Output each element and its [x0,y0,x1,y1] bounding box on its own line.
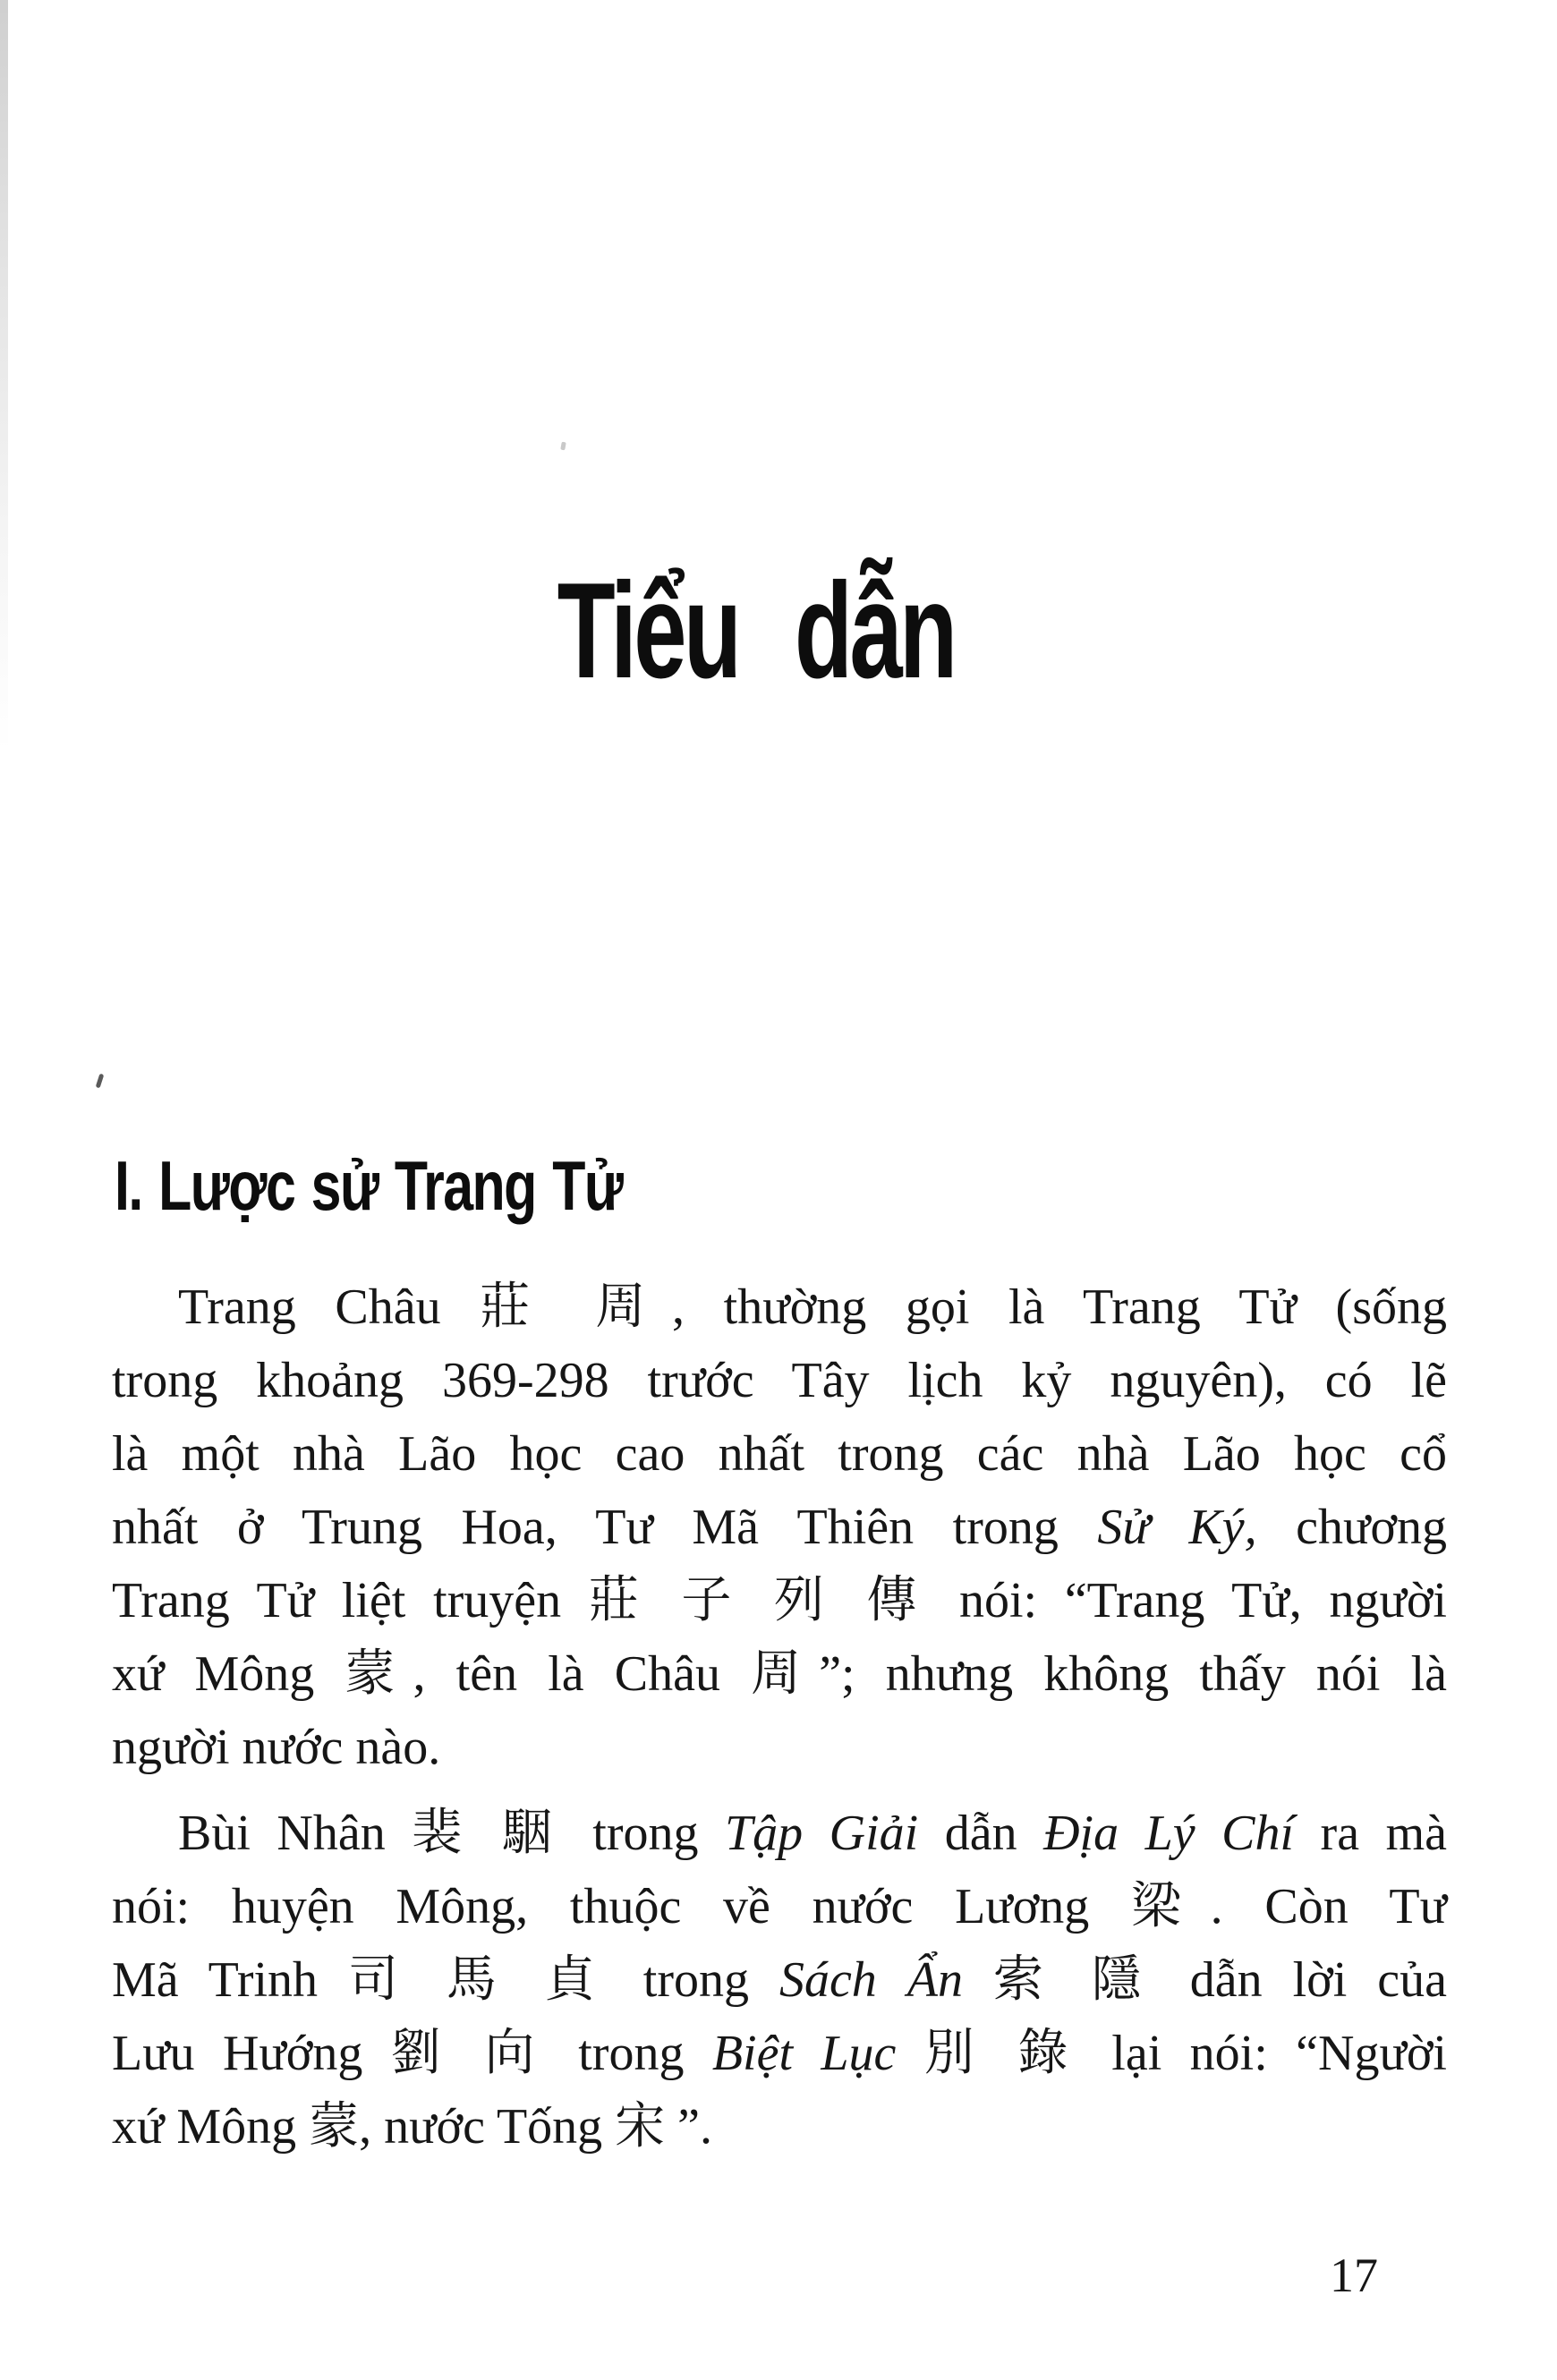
text-line [112,1943,1447,2017]
text-segment: nhất ở Trung Hoa, Tư Mã Thiên trong [112,1500,1098,1555]
text-segment: Bùi Nhân 裴 駰 trong [178,1806,725,1861]
text-segment: là một nhà Lão học cao nhất trong các nhà Lão học cổ [112,1426,1447,1482]
text-line [112,1637,1447,1711]
section-heading: I. Lược sử Trang Tử [115,1146,623,1225]
italic-text-segment: Địa Lý Chí [1043,1806,1295,1861]
paragraph [112,1271,1447,1784]
text-segment: Lưu Hướng 劉 向 trong [112,2026,712,2081]
text-segment: chương [1256,1500,1447,1555]
italic-text-segment: Tập Giải [725,1806,919,1861]
text-segment: dẫn [918,1806,1044,1861]
italic-text-segment: Sử Ký, [1097,1500,1257,1555]
chapter-title: Tiểu dẫn [557,555,955,707]
scan-edge-artifact [0,0,8,752]
text-line [112,1711,1447,1784]
text-line [112,1564,1447,1637]
text-segment: Trang Châu 莊 周, thường gọi là Trang Tử (sống [178,1279,1447,1335]
text-segment: người nước nào. [112,1720,441,1775]
italic-text-segment: Sách Ẩn [778,1952,963,2008]
text-segment: ra mà [1294,1806,1447,1861]
text-segment: trong khoảng 369-298 trước Tây lịch kỷ nguyên), có lẽ [112,1353,1447,1408]
text-segment: Trang Tử liệt truyện 莊 子 列 傳 nói: “Trang Tử, người [112,1573,1447,1628]
text-line [112,1797,1447,1870]
scan-speck [560,442,566,451]
page-number: 17 [1330,2248,1378,2302]
text-line [112,1491,1447,1564]
scan-speck [96,1074,105,1089]
italic-text-segment: Biệt Lục [711,2026,897,2081]
text-segment: 索 隱 dẫn lời của [962,1952,1448,2008]
text-segment: xứ Mông 蒙, tên là Châu 周”; nhưng không thấy nói là [112,1646,1447,1702]
text-segment: xứ Mông 蒙, nước Tống 宋 ”. [112,2099,713,2155]
text-line [112,2017,1447,2090]
text-line [112,1417,1447,1491]
text-line [112,1870,1447,1943]
text-line [112,1344,1447,1417]
paragraph [112,1797,1447,2163]
text-segment: nói: huyện Mông, thuộc về nước Lương 梁. Còn Tư [112,1879,1447,1934]
text-line [112,2090,1447,2163]
text-segment: Mã Trinh 司 馬 貞 trong [112,1952,779,2008]
body-text [112,1271,1447,2163]
text-line [112,1271,1447,1344]
text-segment: 別 錄 lại nói: “Người [896,2026,1447,2081]
